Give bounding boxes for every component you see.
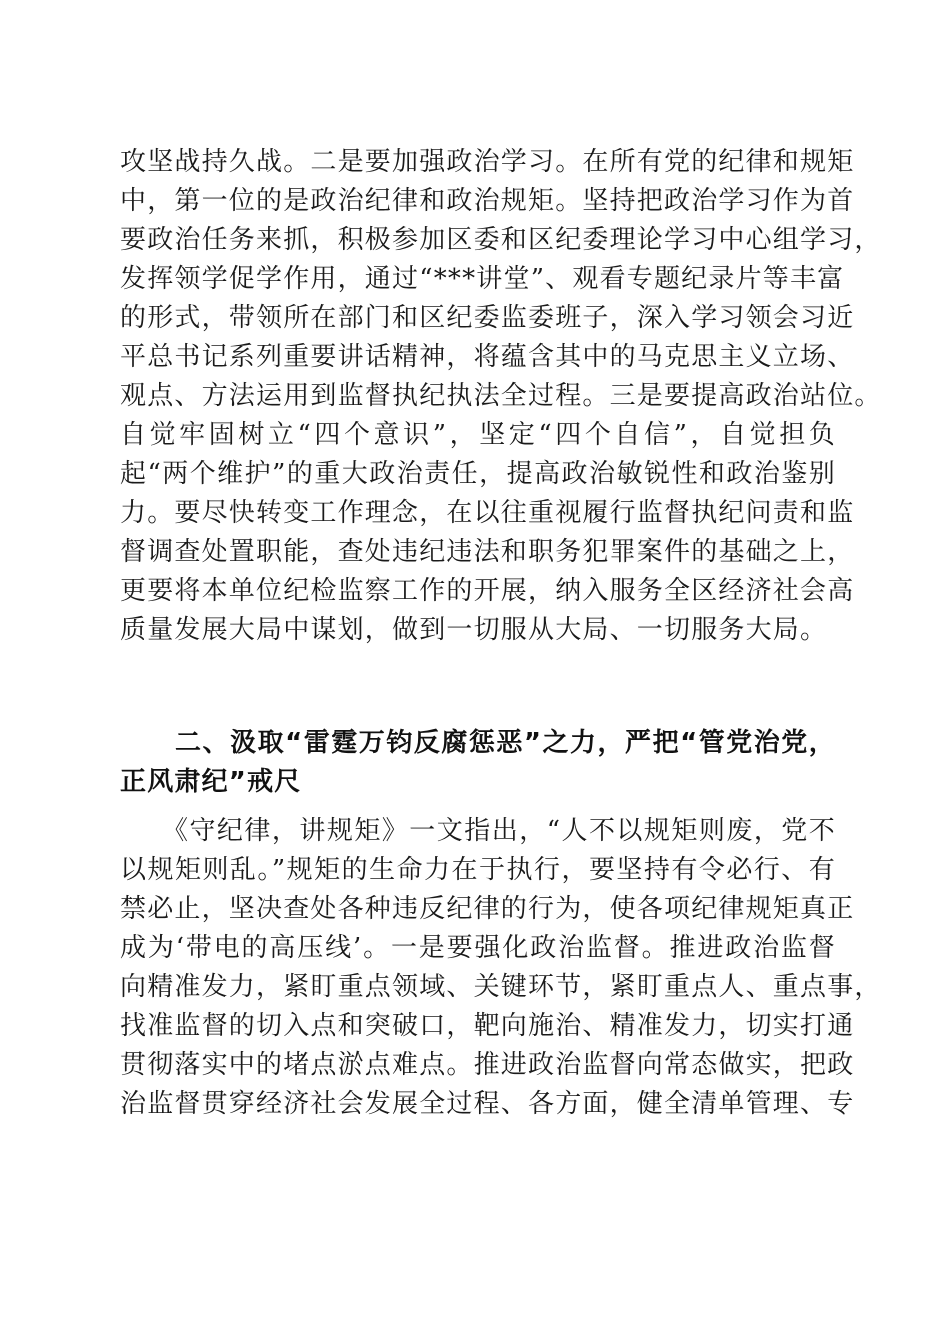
paragraph-line: 《守纪律，讲规矩》一文指出，“人不以规矩则废，党不 xyxy=(120,816,836,846)
paragraph-line: 要政治任务来抓，积极参加区委和区纪委理论学习中心组学习， xyxy=(120,225,882,255)
paragraph-line: 平总书记系列重要讲话精神，将蕴含其中的马克思主义立场、 xyxy=(120,342,855,372)
paragraph-line: 以规矩则乱。”规矩的生命力在于执行，要坚持有令必行、有 xyxy=(120,855,836,885)
section-heading xyxy=(120,724,836,802)
paragraph-line: 找准监督的切入点和突破口，靶向施治、精准发力，切实打通 xyxy=(120,1011,855,1041)
paragraph-line: 观点、方法运用到监督执纪执法全过程。三是要提高政治站位。 xyxy=(120,381,882,411)
paragraph-line: 成为‘带电的高压线’。一是要强化政治监督。推进政治监督 xyxy=(120,933,836,963)
paragraph-line: 向精准发力，紧盯重点领域、关键环节，紧盯重点人、重点事， xyxy=(120,972,882,1002)
paragraph-line: 自觉牢固树立“四个意识”，坚定“四个自信”，自觉担负 xyxy=(120,420,836,450)
paragraph-political-study xyxy=(120,143,882,650)
paragraph-discipline-rules xyxy=(120,812,882,1124)
paragraph-line: 起“两个维护”的重大政治责任，提高政治敏锐性和政治鉴别 xyxy=(120,459,836,489)
paragraph-line: 的形式，带领所在部门和区纪委监委班子，深入学习领会习近 xyxy=(120,303,855,333)
heading-line: 正风肃纪”戒尺 xyxy=(120,767,302,797)
paragraph-line: 贯彻落实中的堵点淤点难点。推进政治监督向常态做实，把政 xyxy=(120,1050,855,1080)
paragraph-line: 督调查处置职能，查处违纪违法和职务犯罪案件的基础之上， xyxy=(120,537,855,567)
paragraph-line: 中，第一位的是政治纪律和政治规矩。坚持把政治学习作为首 xyxy=(120,186,855,216)
paragraph-line: 攻坚战持久战。二是要加强政治学习。在所有党的纪律和规矩 xyxy=(120,147,855,177)
paragraph-line: 治监督贯穿经济社会发展全过程、各方面，健全清单管理、专 xyxy=(120,1089,855,1119)
paragraph-line: 发挥领学促学作用，通过“***讲堂”、观看专题纪录片等丰富 xyxy=(120,264,845,294)
paragraph-line: 更要将本单位纪检监察工作的开展，纳入服务全区经济社会高 xyxy=(120,576,855,606)
paragraph-line: 力。要尽快转变工作理念，在以往重视履行监督执纪问责和监 xyxy=(120,498,855,528)
paragraph-line: 禁必止，坚决查处各种违反纪律的行为，使各项纪律规矩真正 xyxy=(120,894,855,924)
heading-line: 二、汲取“雷霆万钧反腐惩恶”之力，严把“管党治党， xyxy=(120,728,836,758)
paragraph-line: 质量发展大局中谋划，做到一切服从大局、一切服务大局。 xyxy=(120,615,828,645)
